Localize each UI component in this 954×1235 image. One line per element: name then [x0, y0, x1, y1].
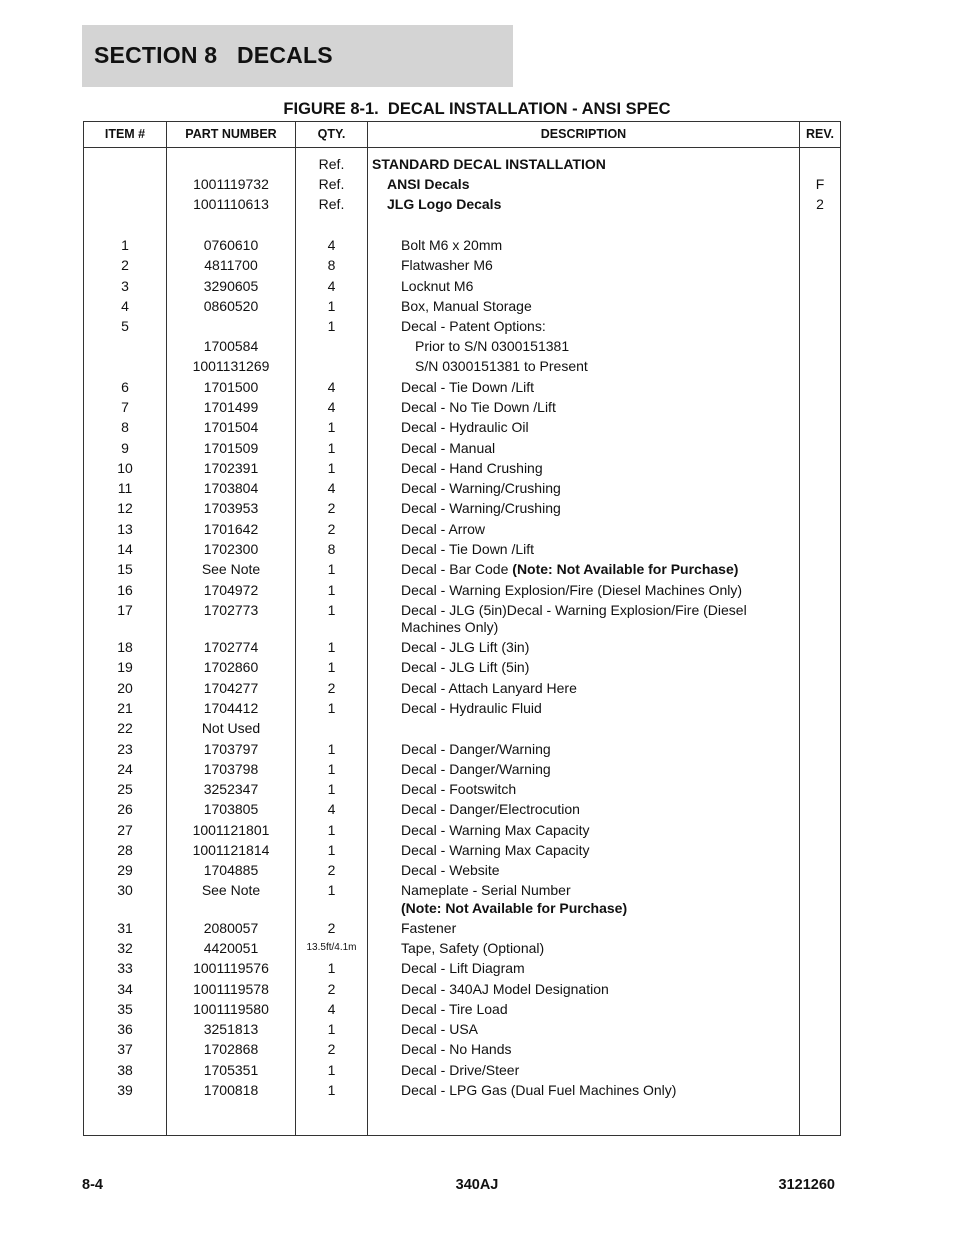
item-number-cell: 32: [117, 940, 133, 956]
description-cell: [372, 1082, 826, 1099]
part-number-cell: 1704412: [203, 700, 259, 716]
part-number-cell: 3290605: [203, 278, 259, 294]
part-number-cell: See Note: [201, 882, 261, 898]
description-text: Decal - Tire Load: [401, 1001, 508, 1017]
qty-cell: 13.5ft/4.1m: [306, 942, 357, 953]
part-number-cell: 1703953: [203, 500, 259, 516]
item-number-cell: 8: [121, 419, 129, 435]
item-number-cell: 12: [117, 500, 133, 516]
description-cell: [372, 237, 826, 254]
qty-cell: 1: [327, 298, 336, 314]
column-divider: [367, 122, 368, 1135]
qty-cell: 2: [327, 920, 336, 936]
description-cell: [372, 278, 826, 295]
qty-cell: 4: [327, 379, 336, 395]
description-cell: [372, 842, 826, 859]
description-cell: [372, 196, 812, 213]
rev-cell: 2: [816, 196, 824, 212]
description-cell: [372, 419, 826, 436]
footer-model: 340AJ: [455, 1177, 499, 1193]
description-text: Decal - Danger/Warning: [401, 741, 551, 757]
description-cell: [372, 582, 826, 599]
item-number-cell: 34: [117, 981, 133, 997]
part-number-cell: 1701499: [203, 399, 259, 415]
description-text: Nameplate - Serial Number: [401, 882, 571, 898]
item-number-cell: 26: [117, 801, 133, 817]
item-number-cell: 20: [117, 680, 133, 696]
description-cell: [372, 440, 826, 457]
item-number-cell: 39: [117, 1082, 133, 1098]
description-text: Decal - No Tie Down /Lift: [401, 399, 556, 415]
description-text: Decal - Patent Options:: [401, 318, 546, 334]
description-cell: [372, 1062, 826, 1079]
item-number-cell: 35: [117, 1001, 133, 1017]
item-number-cell: 19: [117, 659, 133, 675]
item-number-cell: 2: [121, 257, 129, 273]
part-number-cell: 1001119578: [193, 981, 269, 997]
description-text: JLG Logo Decals: [387, 196, 502, 212]
qty-cell: 2: [327, 680, 336, 696]
item-number-cell: 10: [117, 460, 133, 476]
description-text: Decal - Warning Explosion/Fire (Diesel Machines Only): [401, 582, 743, 598]
qty-cell: 1: [327, 882, 336, 898]
description-text: Decal - Arrow: [401, 521, 486, 537]
qty-cell: 1: [327, 700, 336, 716]
part-number-cell: 4811700: [204, 257, 258, 273]
description-text: STANDARD DECAL INSTALLATION: [372, 156, 606, 172]
part-number-cell: 0860520: [203, 298, 259, 314]
qty-cell: 8: [327, 257, 336, 273]
qty-cell: 4: [327, 399, 336, 415]
item-number-cell: 7: [121, 399, 129, 415]
parts-table: [83, 121, 841, 1136]
description-cell: [372, 659, 826, 676]
part-number-cell: 1700584: [203, 338, 259, 354]
description-cell: [372, 741, 826, 758]
qty-cell: 4: [327, 1001, 336, 1017]
description-text: Bolt M6 x 20mm: [401, 237, 503, 253]
qty-cell: 1: [327, 1021, 336, 1037]
description-cell: [372, 639, 826, 656]
qty-cell: 1: [327, 1062, 336, 1078]
item-number-cell: 14: [117, 541, 133, 557]
part-number-cell: 3251813: [203, 1021, 259, 1037]
qty-cell: 1: [327, 741, 336, 757]
part-number-cell: 1001121814: [192, 842, 270, 858]
qty-cell: 1: [327, 582, 336, 598]
part-number-cell: Not Used: [201, 720, 261, 736]
item-number-cell: 3: [121, 278, 129, 294]
part-number-cell: 1701642: [203, 521, 259, 537]
item-number-cell: 30: [117, 882, 133, 898]
description-text: Decal - Website: [401, 862, 500, 878]
part-number-cell: 1001119732: [193, 176, 269, 192]
qty-cell: Ref.: [318, 176, 345, 192]
header-item: ITEM #: [104, 127, 146, 141]
qty-cell: 1: [327, 822, 336, 838]
part-number-cell: 1703805: [203, 801, 259, 817]
description-cell: [372, 801, 826, 818]
description-text: Decal - Warning/Crushing: [401, 500, 561, 516]
description-text: ANSI Decals: [387, 176, 470, 192]
part-number-cell: 1001121801: [192, 822, 270, 838]
item-number-cell: 4: [121, 298, 129, 314]
description-continuation: Machines Only): [401, 619, 499, 635]
description-text: Box, Manual Storage: [401, 298, 532, 314]
description-text: Decal - Tie Down /Lift: [401, 379, 535, 395]
qty-cell: 1: [327, 460, 336, 476]
qty-cell: 1: [327, 842, 336, 858]
item-number-cell: 29: [117, 862, 133, 878]
description-cell: [372, 561, 826, 578]
qty-cell: 1: [327, 639, 336, 655]
item-number-cell: 28: [117, 842, 133, 858]
description-cell: [372, 358, 840, 375]
description-text: Decal - Drive/Steer: [401, 1062, 520, 1078]
description-text: Decal - JLG (5in)Decal - Warning Explosion/Fire (Diesel: [401, 602, 747, 618]
description-text: Decal - Warning Max Capacity: [401, 822, 590, 838]
part-number-cell: 1705351: [203, 1062, 259, 1078]
item-number-cell: 25: [117, 781, 133, 797]
description-text: Decal - Manual: [401, 440, 496, 456]
description-cell: [372, 781, 826, 798]
description-cell: [372, 1041, 826, 1058]
rev-cell: F: [815, 176, 825, 192]
qty-cell: Ref.: [318, 156, 345, 172]
description-cell: [372, 318, 826, 335]
description-text: Decal - Warning/Crushing: [401, 480, 561, 496]
item-number-cell: 27: [117, 822, 133, 838]
qty-cell: 8: [327, 541, 336, 557]
part-number-cell: 1703798: [203, 761, 259, 777]
item-number-cell: 23: [117, 741, 133, 757]
qty-cell: 1: [327, 761, 336, 777]
description-text: Decal - Danger/Warning: [401, 761, 551, 777]
description-text: Decal - JLG Lift (3in): [401, 639, 530, 655]
item-number-cell: 11: [117, 480, 133, 496]
item-number-cell: 38: [117, 1062, 133, 1078]
qty-cell: 1: [327, 440, 336, 456]
item-number-cell: 21: [117, 700, 133, 716]
item-number-cell: 36: [117, 1021, 133, 1037]
part-number-cell: 2080057: [203, 920, 259, 936]
part-number-cell: 1001119576: [193, 960, 269, 976]
description-cell: [372, 602, 826, 636]
item-number-cell: 6: [121, 379, 129, 395]
description-cell: [372, 379, 826, 396]
description-cell: [372, 960, 826, 977]
part-number-cell: 1701509: [203, 440, 259, 456]
description-cell: [372, 680, 826, 697]
description-text: Decal - Lift Diagram: [401, 960, 525, 976]
description-text: S/N 0300151381 to Present: [415, 358, 588, 374]
description-text: Flatwasher M6: [401, 257, 493, 273]
description-note: (Note: Not Available for Purchase): [401, 900, 628, 916]
item-number-cell: 31: [117, 920, 133, 936]
qty-cell: 2: [327, 1041, 336, 1057]
description-text: Decal - Footswitch: [401, 781, 517, 797]
qty-cell: 2: [327, 981, 336, 997]
description-cell: [372, 822, 826, 839]
qty-cell: 1: [327, 781, 336, 797]
qty-cell: 4: [327, 801, 336, 817]
description-cell: [372, 700, 826, 717]
part-number-cell: See Note: [201, 561, 261, 577]
qty-cell: 1: [327, 659, 336, 675]
header-rev: REV.: [805, 127, 835, 141]
description-text: Tape, Safety (Optional): [401, 940, 545, 956]
description-cell: [372, 882, 826, 917]
part-number-cell: 1704885: [203, 862, 259, 878]
description-text: Decal - 340AJ Model Designation: [401, 981, 609, 997]
qty-cell: 4: [327, 480, 336, 496]
description-cell: [372, 460, 826, 477]
description-cell: [372, 940, 826, 957]
description-text: Decal - JLG Lift (5in): [401, 659, 530, 675]
qty-cell: 1: [327, 1082, 336, 1098]
description-cell: [372, 862, 826, 879]
description-cell: [372, 257, 826, 274]
part-number-cell: 1703804: [203, 480, 259, 496]
description-text: Decal - LPG Gas (Dual Fuel Machines Only): [401, 1082, 677, 1098]
part-number-cell: 1702868: [203, 1041, 259, 1057]
description-text: Decal - Hydraulic Fluid: [401, 700, 542, 716]
header-description: DESCRIPTION: [540, 127, 627, 141]
item-number-cell: 9: [121, 440, 129, 456]
qty-cell: 2: [327, 862, 336, 878]
part-number-cell: 1700818: [203, 1082, 259, 1098]
part-number-cell: 1702300: [203, 541, 259, 557]
footer-doc-number: 3121260: [778, 1177, 835, 1193]
description-text: Locknut M6: [401, 278, 474, 294]
part-number-cell: 1001119580: [193, 1001, 269, 1017]
figure-title: FIGURE 8-1. DECAL INSTALLATION - ANSI SPEC: [283, 100, 671, 118]
description-cell: [372, 1001, 826, 1018]
item-number-cell: 24: [117, 761, 133, 777]
item-number-cell: 22: [117, 720, 133, 736]
description-cell: [372, 541, 826, 558]
description-cell: [372, 176, 812, 193]
part-number-cell: 1701500: [203, 379, 259, 395]
footer-page-number: 8-4: [82, 1177, 103, 1193]
description-text: Prior to S/N 0300151381: [415, 338, 570, 354]
description-cell: [372, 399, 826, 416]
description-text: Decal - Danger/Electrocution: [401, 801, 580, 817]
part-number-cell: 1001131269: [192, 358, 270, 374]
description-cell: [372, 1021, 826, 1038]
part-number-cell: 1702773: [203, 602, 259, 618]
header-divider: [84, 147, 840, 148]
qty-cell: 1: [327, 960, 336, 976]
qty-cell: 1: [327, 602, 336, 618]
description-text: Decal - Hand Crushing: [401, 460, 543, 476]
section-banner: [82, 25, 513, 87]
description-cell: [372, 981, 826, 998]
description-text: Decal - Bar Code: [401, 561, 513, 577]
description-note: (Note: Not Available for Purchase): [512, 561, 739, 577]
item-number-cell: 15: [117, 561, 133, 577]
description-cell: [372, 920, 826, 937]
part-number-cell: 1703797: [203, 741, 259, 757]
description-cell: [372, 338, 840, 355]
part-number-cell: 4420051: [203, 940, 259, 956]
item-number-cell: 5: [121, 318, 129, 334]
part-number-cell: 1702774: [203, 639, 259, 655]
qty-cell: 1: [327, 419, 336, 435]
part-number-cell: 1702391: [203, 460, 259, 476]
qty-cell: 2: [327, 500, 336, 516]
qty-cell: 4: [327, 278, 336, 294]
qty-cell: 1: [327, 318, 336, 334]
description-cell: [372, 156, 797, 173]
description-cell: [372, 298, 826, 315]
qty-cell: 2: [327, 521, 336, 537]
description-text: Decal - Tie Down /Lift: [401, 541, 535, 557]
part-number-cell: 3252347: [203, 781, 259, 797]
part-number-cell: 1704277: [203, 680, 259, 696]
part-number-cell: 1701504: [203, 419, 259, 435]
description-text: Decal - Attach Lanyard Here: [401, 680, 577, 696]
description-text: Decal - No Hands: [401, 1041, 512, 1057]
qty-cell: 4: [327, 237, 336, 253]
description-cell: [372, 500, 826, 517]
description-cell: [372, 480, 826, 497]
item-number-cell: 37: [117, 1041, 133, 1057]
item-number-cell: 1: [121, 237, 129, 253]
qty-cell: 1: [327, 561, 336, 577]
description-text: Fastener: [401, 920, 457, 936]
part-number-cell: 1704972: [203, 582, 259, 598]
item-number-cell: 18: [117, 639, 133, 655]
description-text: Decal - USA: [401, 1021, 479, 1037]
description-text: Decal - Hydraulic Oil: [401, 419, 529, 435]
item-number-cell: 16: [117, 582, 133, 598]
qty-cell: Ref.: [318, 196, 345, 212]
section-title: SECTION 8 DECALS: [94, 42, 333, 68]
header-part-number: PART NUMBER: [185, 127, 277, 141]
part-number-cell: 1702860: [203, 659, 259, 675]
item-number-cell: 13: [117, 521, 133, 537]
description-cell: [372, 761, 826, 778]
part-number-cell: 1001110613: [193, 196, 269, 212]
item-number-cell: 17: [117, 602, 133, 618]
header-qty: QTY.: [317, 127, 346, 141]
description-text: Decal - Warning Max Capacity: [401, 842, 590, 858]
description-cell: [372, 521, 826, 538]
item-number-cell: 33: [117, 960, 133, 976]
part-number-cell: 0760610: [203, 237, 259, 253]
